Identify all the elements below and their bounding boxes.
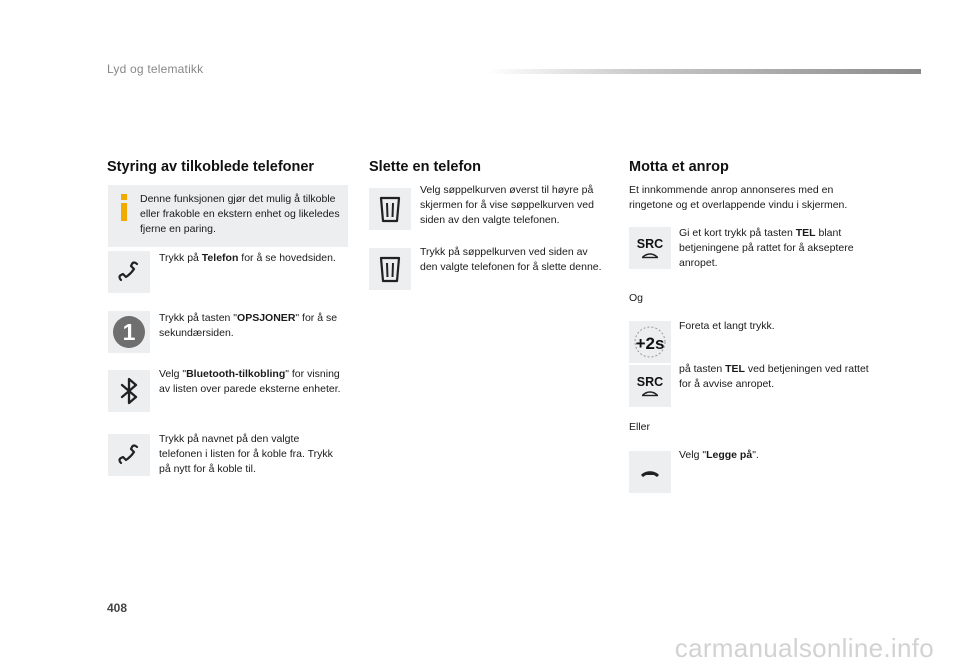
heading-receive-call: Motta et anrop (629, 159, 729, 175)
phone-handset-icon (108, 434, 150, 476)
trash-icon (369, 188, 411, 230)
src-tel-button[interactable] (629, 227, 671, 269)
options-button[interactable] (108, 311, 150, 353)
step-delete-text: Trykk på søppelkurven ved siden av den valgte telefonen for å slette denne. (420, 246, 602, 273)
timer-icon (629, 321, 671, 363)
step-bluetooth-text: Velg "Bluetooth-tilkobling" for visning av listen over parede eksterne enheter. (159, 368, 341, 395)
step-options-text: Trykk på tasten "OPSJONER" for å se sekundærsiden. (159, 312, 338, 339)
eller-text: Eller (629, 421, 651, 433)
watermark: carmanualsonline.info (674, 633, 934, 663)
trash-delete-button[interactable] (369, 248, 411, 290)
phone-button[interactable] (108, 251, 150, 293)
src-tel-reject-button[interactable] (629, 365, 671, 407)
hang-up-icon (629, 451, 671, 493)
info-box (108, 185, 348, 247)
long-press-indicator (629, 321, 671, 363)
step-show-trash-text: Velg søppelkurven øverst til høyre på skjermen for å vise søppelkurven ved siden av den valgte telefonen. (420, 184, 594, 226)
info-text: Denne funksjonen gjør det mulig å tilkoble eller frakoble en ekstern enhet og likeledes fjerne en paring. (140, 193, 340, 235)
hang-up-button[interactable] (629, 451, 671, 493)
trash-icon (369, 248, 411, 290)
svg-text:1: 1 (122, 319, 136, 345)
src-button-icon (629, 365, 671, 407)
heading-delete-phone: Slette en telefon (369, 159, 481, 175)
step-accept-text: Gi et kort trykk på tasten TEL blant betjeningene på rattet for å akseptere anropet. (679, 227, 854, 269)
svg-text:+2s: +2s (635, 334, 665, 353)
options-number-icon (108, 311, 150, 353)
section-title: Lyd og telematikk (107, 62, 204, 76)
info-icon (116, 193, 132, 223)
receive-intro-text: Et innkommende anrop annonseres med en ringetone og et overlappende vindu i skjermen. (629, 184, 848, 211)
step-hangup-text: Velg "Legge på". (679, 449, 759, 461)
svg-text:SRC: SRC (636, 375, 664, 389)
src-button-icon (629, 227, 671, 269)
step-long-press-text: Foreta et langt trykk. (679, 320, 775, 332)
header-gradient-bar (488, 69, 921, 74)
bluetooth-icon (108, 370, 150, 412)
svg-text:SRC: SRC (636, 237, 664, 251)
trash-button[interactable] (369, 188, 411, 230)
bluetooth-button[interactable] (108, 370, 150, 412)
page-number: 408 (107, 601, 128, 615)
og-text: Og (629, 292, 644, 304)
step-connect-text: Trykk på navnet på den valgte telefonen i listen for å koble fra. Trykk på nytt for å koble til. (159, 433, 333, 475)
heading-manage-phones: Styring av tilkoblede telefoner (107, 159, 315, 175)
step-phone-text: Trykk på Telefon for å se hovedsiden. (159, 252, 336, 264)
phone-handset-icon (108, 251, 150, 293)
phone-connect-button[interactable] (108, 434, 150, 476)
step-reject-text: på tasten TEL ved betjeningen ved rattet for å avvise anropet. (679, 363, 869, 390)
